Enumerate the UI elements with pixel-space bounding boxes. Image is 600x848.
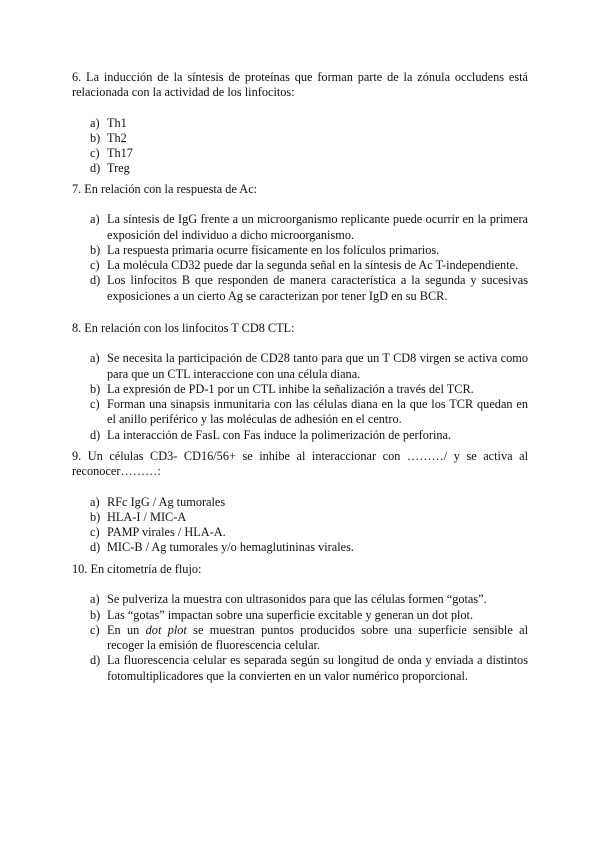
question-8-option-d [72,428,528,443]
option-text: RFc IgG / Ag tumorales [107,494,226,509]
question-10-option-a [72,592,528,607]
option-letter: d) [90,161,101,176]
question-7-option-b [72,243,528,258]
option-text: Th2 [107,130,127,145]
question-8-option-c [72,397,528,428]
option-letter: c) [90,397,100,412]
question-8-text: 8. En relación con los linfocitos T CD8 CTL: [72,321,295,335]
option-text: PAMP virales / HLA-A. [107,525,226,540]
question-8 [72,321,528,443]
option-text: La expresión de PD-1 por un CTL inhibe la señalización a través del TCR. [107,381,474,396]
question-9-text: 9. Un células CD3- CD16/56+ se inhibe al interaccionar con ………/ y se activa al reconocer………: [72,449,528,479]
question-9-option-d [72,540,528,555]
option-text: Treg [107,161,130,176]
option-text: HLA-I / MIC-A [107,509,187,524]
question-10-option-b [72,608,528,623]
question-7-option-d [72,273,528,304]
option-text: Th17 [107,146,133,161]
option-text: La fluorescencia celular es separada según su longitud de onda y enviada a distintos fotomultiplicadores que la convierten en un valor numérico proporcional. [107,653,528,683]
option-text: Forman una sinapsis inmunitaria con las células diana en la que los TCR quedan en el anillo periférico y las moléculas de adhesión en el centro. [107,397,528,427]
option-text-end: se muestran puntos producidos sobre una superficie sensible al recoger la emisión de fluorescencia celular. [107,622,528,653]
option-letter: c) [90,146,100,161]
option-letter: b) [90,242,101,257]
option-letter: c) [90,622,100,637]
question-7-option-c [72,258,528,273]
option-letter: a) [90,592,100,607]
question-6-option-a [72,116,528,131]
option-text: Los linfocitos B que responden de manera característica a la segunda y sucesivas exposiciones a un cierto Ag se caracterizan por tener IgD en su BCR. [107,273,528,303]
option-letter: a) [90,494,100,509]
option-letter: d) [90,273,101,288]
question-10-text: 10. En citometría de flujo: [72,562,202,576]
question-10-option-c [72,623,528,654]
option-text [107,623,528,652]
option-letter: c) [90,525,100,540]
question-6 [72,70,528,177]
question-9-options [72,495,528,556]
option-text-italic: dot plot [145,622,187,637]
option-letter: d) [90,427,101,442]
option-letter: b) [90,381,101,396]
question-8-option-a [72,351,528,382]
question-10-options [72,592,528,684]
question-10 [72,562,528,684]
question-6-text: 6. La inducción de la síntesis de proteínas que forman parte de la zónula occludens está relacionada con la actividad de los linfocitos: [72,70,528,100]
question-7-option-a [72,212,528,243]
option-letter: b) [90,509,101,524]
option-letter: b) [90,130,101,145]
option-letter: b) [90,607,101,622]
question-8-option-b [72,382,528,397]
option-text: Las “gotas” impactan sobre una superficie excitable y generan un dot plot. [107,607,474,622]
option-letter: a) [90,115,100,130]
option-text: La molécula CD32 puede dar la segunda señal en la síntesis de Ac T-independiente. [107,258,519,273]
option-text: Th1 [107,115,127,130]
option-text: La síntesis de IgG frente a un microorganismo replicante puede ocurrir en la primera exposición del individuo a dicho microorganismo. [107,212,528,242]
option-letter: d) [90,540,101,555]
question-8-options [72,351,528,443]
option-text: Se pulveriza la muestra con ultrasonidos para que las células formen “gotas”. [107,592,487,607]
option-letter: c) [90,258,100,273]
option-text-start: En un [107,622,146,637]
question-10-option-d [72,653,528,684]
question-9-option-c [72,525,528,540]
question-9 [72,449,528,556]
option-letter: a) [90,212,100,227]
option-text: MIC-B / Ag tumorales y/o hemaglutininas virales. [107,540,354,555]
question-9-option-a [72,495,528,510]
option-text: La respuesta primaria ocurre físicamente en los folículos primarios. [107,242,440,257]
option-letter: d) [90,653,101,668]
option-text: La interacción de FasL con Fas induce la polimerización de perforina. [107,427,452,442]
question-6-options [72,116,528,177]
question-6-option-d [72,161,528,176]
option-text: Se necesita la participación de CD28 tanto para que un T CD8 virgen se activa como para que un CTL interaccione con una célula diana. [107,351,528,381]
question-7 [72,182,528,304]
question-6-option-b [72,131,528,146]
question-6-option-c [72,146,528,161]
question-7-options [72,212,528,304]
question-9-option-b [72,510,528,525]
question-7-text: 7. En relación con la respuesta de Ac: [72,182,258,196]
option-letter: a) [90,351,100,366]
